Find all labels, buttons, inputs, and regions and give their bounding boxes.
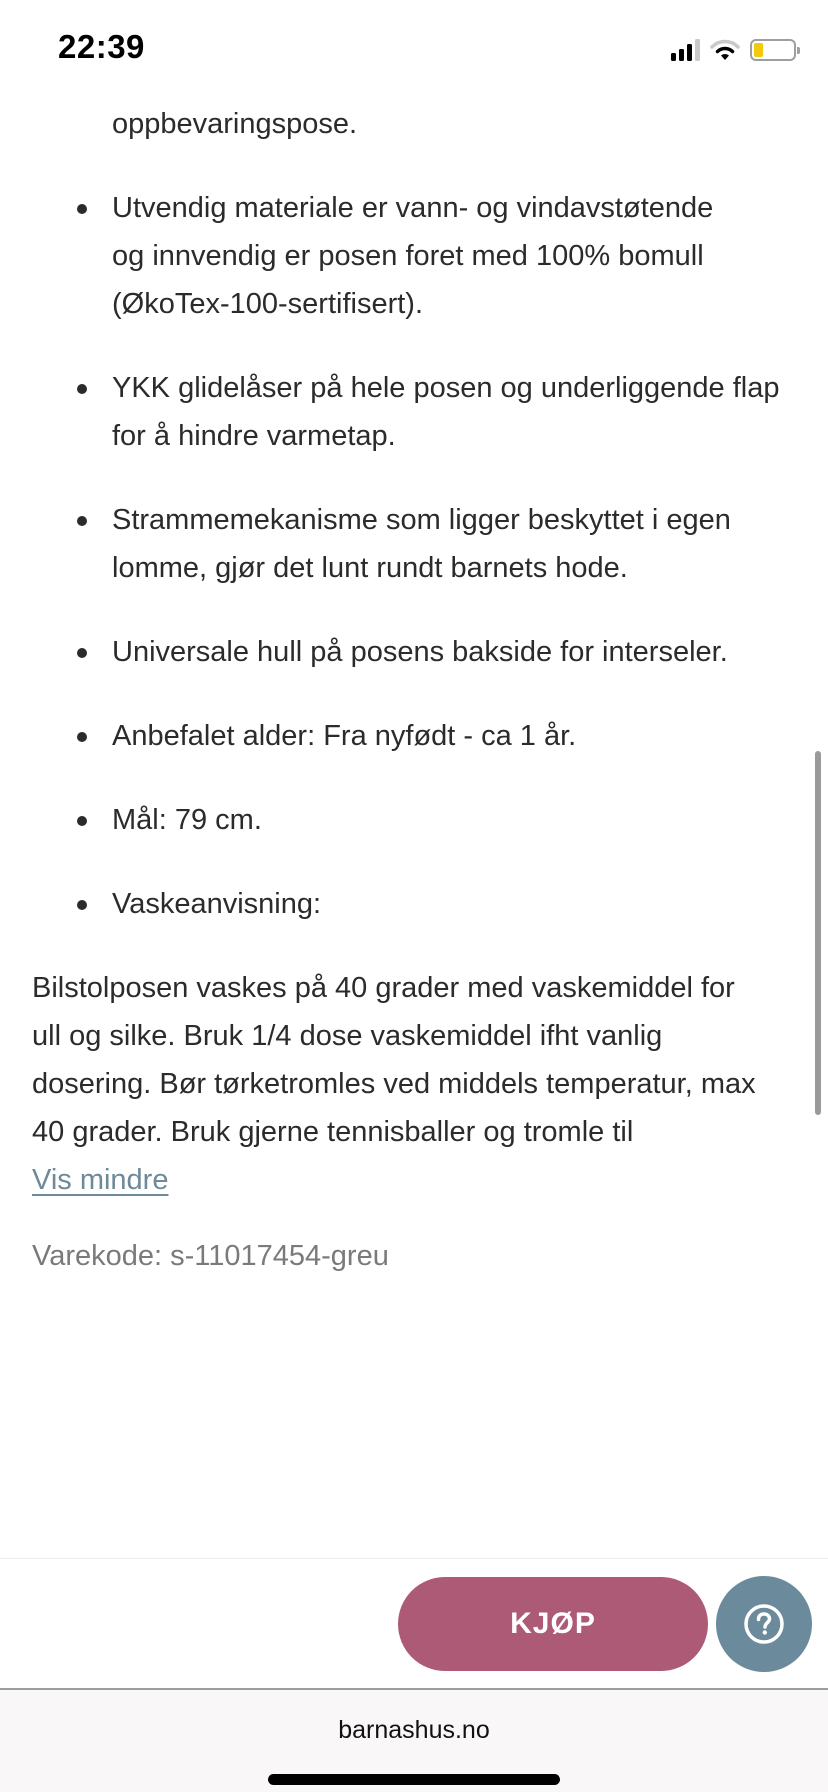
scrollbar[interactable] (815, 751, 821, 1115)
feature-item: Utvendig materiale er vann- og vindavstøtende og innvendig er posen foret med 100% bomull (ØkoTex-100-sertifisert). (0, 184, 828, 328)
status-icons (671, 36, 796, 64)
buy-button[interactable]: KJØP (398, 1577, 708, 1671)
product-code: Varekode: s-11017454-greu (32, 1240, 389, 1272)
bullet-icon (77, 384, 87, 394)
product-description (0, 96, 828, 1280)
browser-address-bar[interactable] (0, 1688, 828, 1792)
washing-instructions: Bilstolposen vaskes på 40 grader med vaskemiddel for ull og silke. Bruk 1/4 dose vaskemiddel ifht vanlig dosering. Bør tørketromles ved middels temperatur, max 40 grader. Bruk gjerne tennisballer og tromle til (32, 972, 756, 1148)
help-button[interactable] (716, 1576, 812, 1672)
cellular-signal-icon (671, 39, 700, 61)
feature-list (0, 96, 828, 928)
status-time: 22:39 (58, 28, 145, 65)
battery-level (754, 43, 763, 57)
url-label[interactable]: barnashus.no (338, 1716, 490, 1744)
bullet-icon (77, 648, 87, 658)
feature-item: Strammemekanisme som ligger beskyttet i egen lomme, gjør det lunt rundt barnets hode. (0, 496, 828, 592)
product-description-scroll-area[interactable] (0, 96, 828, 1558)
show-less-link[interactable]: Vis mindre (32, 1164, 169, 1196)
status-bar (0, 0, 828, 96)
bullet-icon (77, 900, 87, 910)
battery-icon (750, 39, 796, 61)
buy-bar (0, 1558, 828, 1688)
bullet-icon (77, 732, 87, 742)
feature-item: Anbefalet alder: Fra nyfødt - ca 1 år. (0, 712, 828, 760)
feature-item: YKK glidelåser på hele posen og underliggende flap for å hindre varmetap. (0, 364, 828, 460)
question-circle-icon (742, 1602, 786, 1646)
home-indicator[interactable] (268, 1774, 560, 1785)
bullet-icon (77, 516, 87, 526)
feature-item: oppbevaringspose. (112, 108, 358, 140)
bullet-icon (77, 204, 87, 214)
wifi-icon (710, 39, 740, 61)
bullet-icon (77, 816, 87, 826)
feature-item: Vaskeanvisning: (0, 880, 828, 928)
feature-item: Mål: 79 cm. (0, 796, 828, 844)
feature-item: Universale hull på posens bakside for interseler. (0, 628, 828, 676)
